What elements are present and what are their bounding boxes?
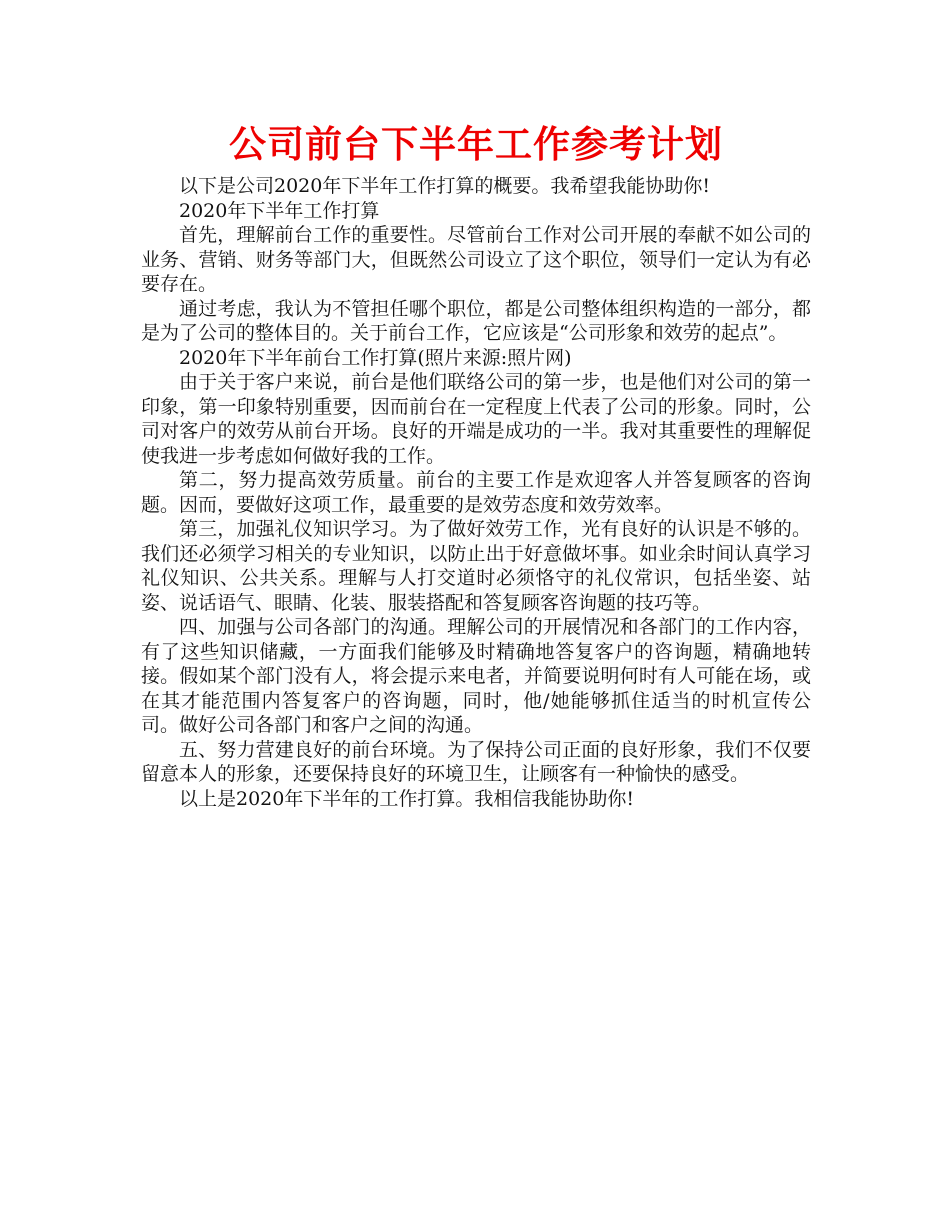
paragraph-communication: 四、加强与公司各部门的沟通。理解公司的开展情况和各部门的工作内容，有了这些知识储藏，一方面我们能够及时精确地答复客户的咨询题，精确地转接。假如某个部门没有人，将会提示来电者，并简要说明何时有人可能在场，或在其才能范围内答复客户的咨询题，同时，他/她能够抓住适当的时机宣传公司。做好公司各部门和客户之间的沟通。 <box>141 616 811 736</box>
paragraph-intro: 以下是公司2020年下半年工作打算的概要。我希望我能协助你! <box>179 175 710 197</box>
document-page <box>141 118 811 811</box>
paragraph-closing: 以上是2020年下半年的工作打算。我相信我能协助你! <box>179 787 634 810</box>
document-title: 公司前台下半年工作参考计划 <box>229 123 723 166</box>
paragraph-heading-front-desk: 2020年下半年前台工作打算(照片来源:照片网) <box>179 346 572 369</box>
document-body <box>141 174 811 811</box>
paragraph-importance: 首先，理解前台工作的重要性。尽管前台工作对公司开展的奉献不如公司的业务、营销、财务等部门大，但既然公司设立了这个职位，领导们一定认为有必要存在。 <box>141 224 811 295</box>
paragraph-environment: 五、努力营建良好的前台环境。为了保持公司正面的良好形象，我们不仅要留意本人的形象，还要保持良好的环境卫生，让顾客有一种愉快的感受。 <box>141 738 811 785</box>
paragraph-service-quality: 第二，努力提高效劳质量。前台的主要工作是欢迎客人并答复顾客的咨询题。因而，要做好这项工作，最重要的是效劳态度和效劳效率。 <box>141 469 811 516</box>
paragraph-consideration: 通过考虑，我认为不管担任哪个职位，都是公司整体组织构造的一部分，都是为了公司的整体目的。关于前台工作，它应该是“公司形象和效劳的起点”。 <box>141 297 811 344</box>
paragraph-heading-plan: 2020年下半年工作打算 <box>179 199 380 222</box>
paragraph-first-impression: 由于关于客户来说，前台是他们联络公司的第一步，也是他们对公司的第一印象，第一印象特别重要，因而前台在一定程度上代表了公司的形象。同时，公司对客户的效劳从前台开场。良好的开端是成功的一半。我对其重要性的理解促使我进一步考虑如何做好我的工作。 <box>141 371 811 467</box>
paragraph-etiquette: 第三，加强礼仪知识学习。为了做好效劳工作，光有良好的认识是不够的。我们还必须学习相关的专业知识，以防止出于好意做坏事。如业余时间认真学习礼仪知识、公共关系。理解与人打交道时必须恪守的礼仪常识，包括坐姿、站姿、说话语气、眼睛、化装、服装搭配和答复顾客咨询题的技巧等。 <box>141 518 811 614</box>
